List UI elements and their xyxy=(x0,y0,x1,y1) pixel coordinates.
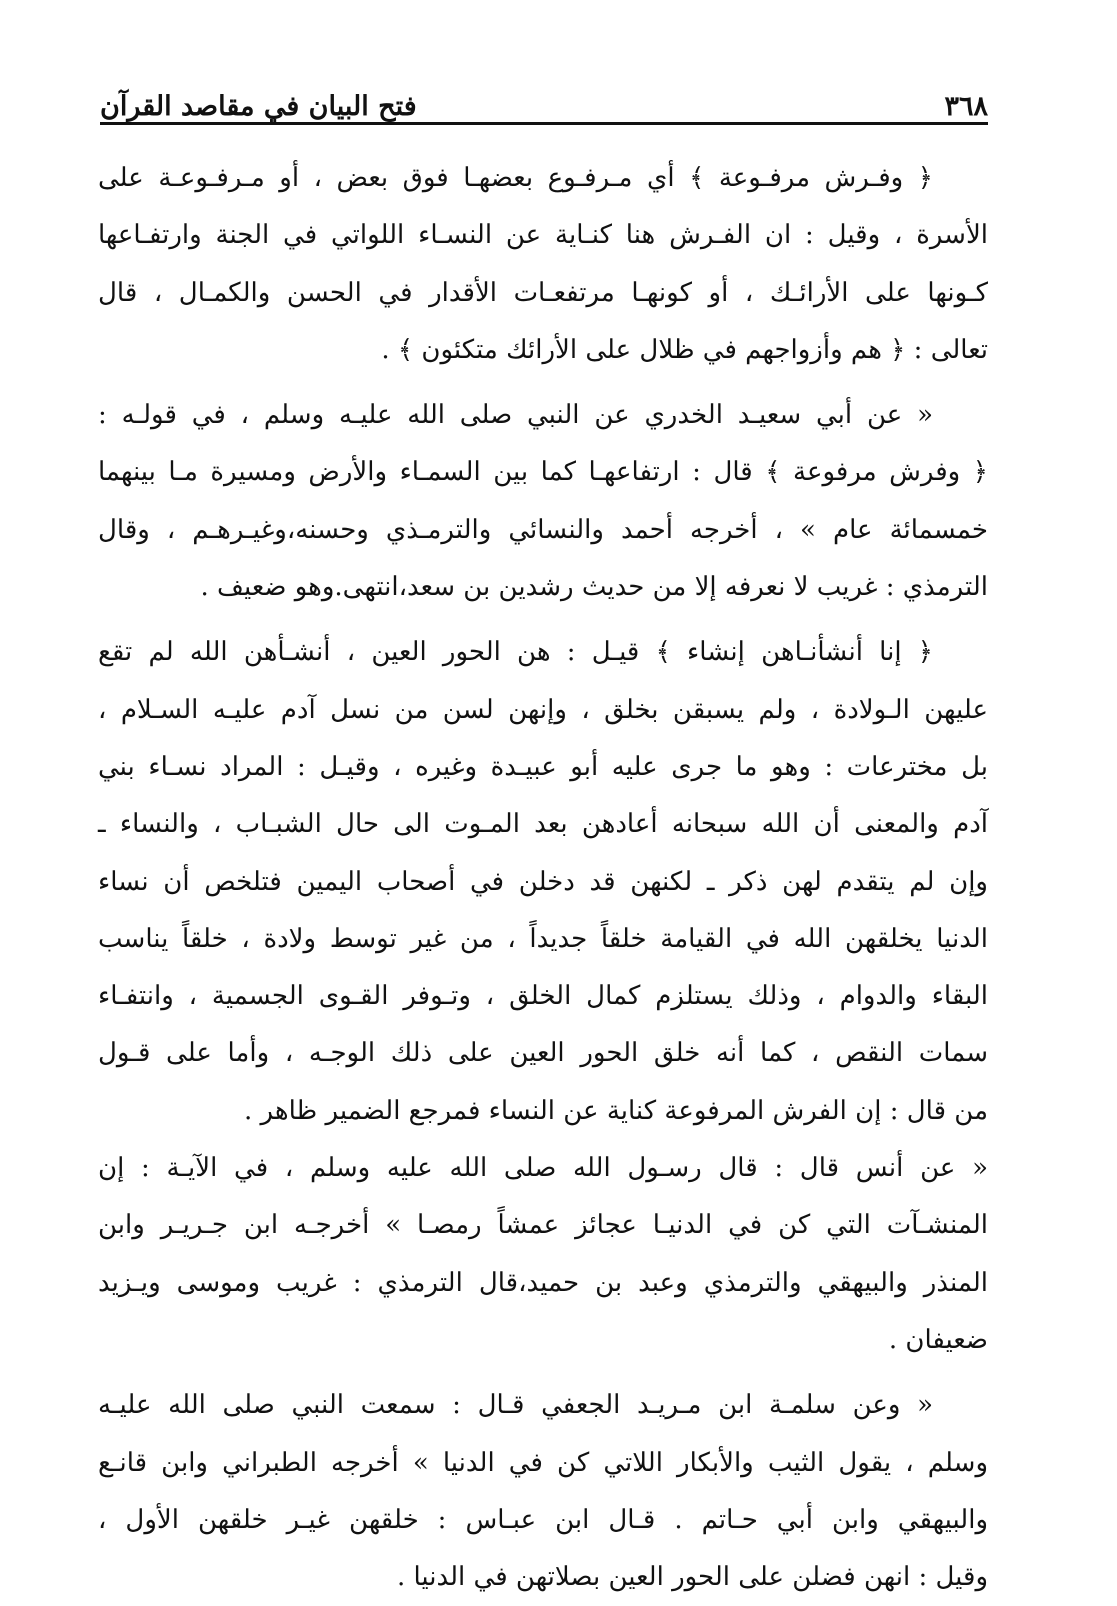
text-line: الدنيا يخلقهن الله في القيامة خلقاً جديداً ، من غير توسط ولادة ، خلقاً يناسب xyxy=(98,923,988,954)
text-line: خمسمائة عام » ، أخرجه أحمد والنسائي والترمـذي وحسنه،وغيـرهـم ، وقال xyxy=(98,514,988,545)
text-line: ﴿ وفرش مرفوعة ﴾ قال : ارتفاعهـا كما بين السمـاء والأرض ومسيرة مـا بينهما xyxy=(98,457,988,488)
text-line: البقاء والدوام ، وذلك يستلزم كمال الخلق ، وتـوفر القـوى الجسمية ، وانتفـاء xyxy=(98,981,988,1012)
paragraph xyxy=(98,1140,988,1369)
text-line: كـونها على الأرائـك ، أو كونهـا مرتفعـات الأقدار في الحسن والكمـال ، قال xyxy=(98,277,988,308)
header-rule xyxy=(100,122,988,125)
text-line: والبيهقي وابن أبي حـاتم . قـال ابن عبـاس : خلقهن غيـر خلقهن الأول ، xyxy=(98,1504,988,1535)
text-line: « وعن سلمـة ابن مـريـد الجعفي قـال : سمعت النبي صلى الله عليـه xyxy=(98,1390,933,1421)
paragraph xyxy=(98,1377,988,1606)
text-line: وسلم ، يقول الثيب والأبكار اللاتي كن في الدنيا » أخرجه الطبراني وابن قانـع xyxy=(98,1447,988,1478)
main-text xyxy=(98,150,988,1606)
paragraph-gap xyxy=(98,616,988,624)
text-line: تعالى : ﴿ هم وأزواجهم في ظلال على الأرائك متكئون ﴾ . xyxy=(381,334,988,365)
text-line: وقيل : انهن فضلن على الحور العين بصلاتهن في الدنيا . xyxy=(396,1562,988,1593)
text-line: ﴿ وفـرش مرفـوعة ﴾ أي مـرفـوع بعضهـا فوق بعض ، أو مـرفـوعـة على xyxy=(98,163,933,193)
text-line: بل مخترعات : وهو ما جرى عليه أبو عبيـدة وغيره ، وقيـل : المراد نسـاء بني xyxy=(98,751,988,782)
text-line: آدم والمعنى أن الله سبحانه أعادهن بعد المـوت الى حال الشبـاب ، والنساء ـ xyxy=(98,809,988,840)
text-line: « عن أنس قال : قال رسـول الله صلى الله عليه وسلم ، في الآيـة : إن xyxy=(98,1153,988,1184)
text-line: وإن لم يتقدم لهن ذكر ـ لكنهن قد دخلن في أصحاب اليمين فتلخص أن نساء xyxy=(98,866,988,897)
text-line: المنذر والبيهقي والترمذي وعبد بن حميد،قال الترمذي : غريب وموسى ويـزيد xyxy=(98,1267,988,1298)
text-line: ضعيفان . xyxy=(888,1324,988,1355)
text-line: ﴿ إنا أنشأنـاهن إنشاء ﴾ قيـل : هن الحور العين ، أنشـأهن الله لم تقع xyxy=(98,637,933,668)
paragraph-gap xyxy=(98,1369,988,1377)
paragraph xyxy=(98,624,988,1140)
text-line: من قال : إن الفرش المرفوعة كناية عن النساء فمرجع الضمير ظاهر . xyxy=(244,1095,988,1126)
text-line: « عن أبي سعيـد الخدري عن النبي صلى الله عليـه وسلم ، في قولـه : xyxy=(98,400,933,431)
text-line: عليهن الـولادة ، ولم يسبقن بخلق ، وإنهن لسن من نسل آدم عليـه السـلام ، xyxy=(98,694,988,725)
text-line: الترمذي : غريب لا نعرفه إلا من حديث رشدين بن سعد،انتهى.وهو ضعيف . xyxy=(200,572,988,603)
running-header xyxy=(100,78,988,122)
text-line: الأسرة ، وقيل : ان الفـرش هنا كنـاية عن النسـاء اللواتي في الجنة وارتفـاعها xyxy=(98,220,988,251)
paragraph xyxy=(98,150,988,379)
book-title: فتح البيان في مقاصد القرآن xyxy=(100,91,417,122)
text-line: سمات النقص ، كما أنه خلق الحور العين على ذلك الوجـه ، وأما على قـول xyxy=(98,1038,988,1069)
text-line: المنشـآت التي كن في الدنيـا عجائز عمشاً رمصـا » أخرجـه ابن جـريـر وابن xyxy=(98,1210,988,1241)
paragraph-gap xyxy=(98,379,988,387)
page-number: ٣٦٨ xyxy=(944,91,988,122)
paragraph xyxy=(98,387,988,616)
